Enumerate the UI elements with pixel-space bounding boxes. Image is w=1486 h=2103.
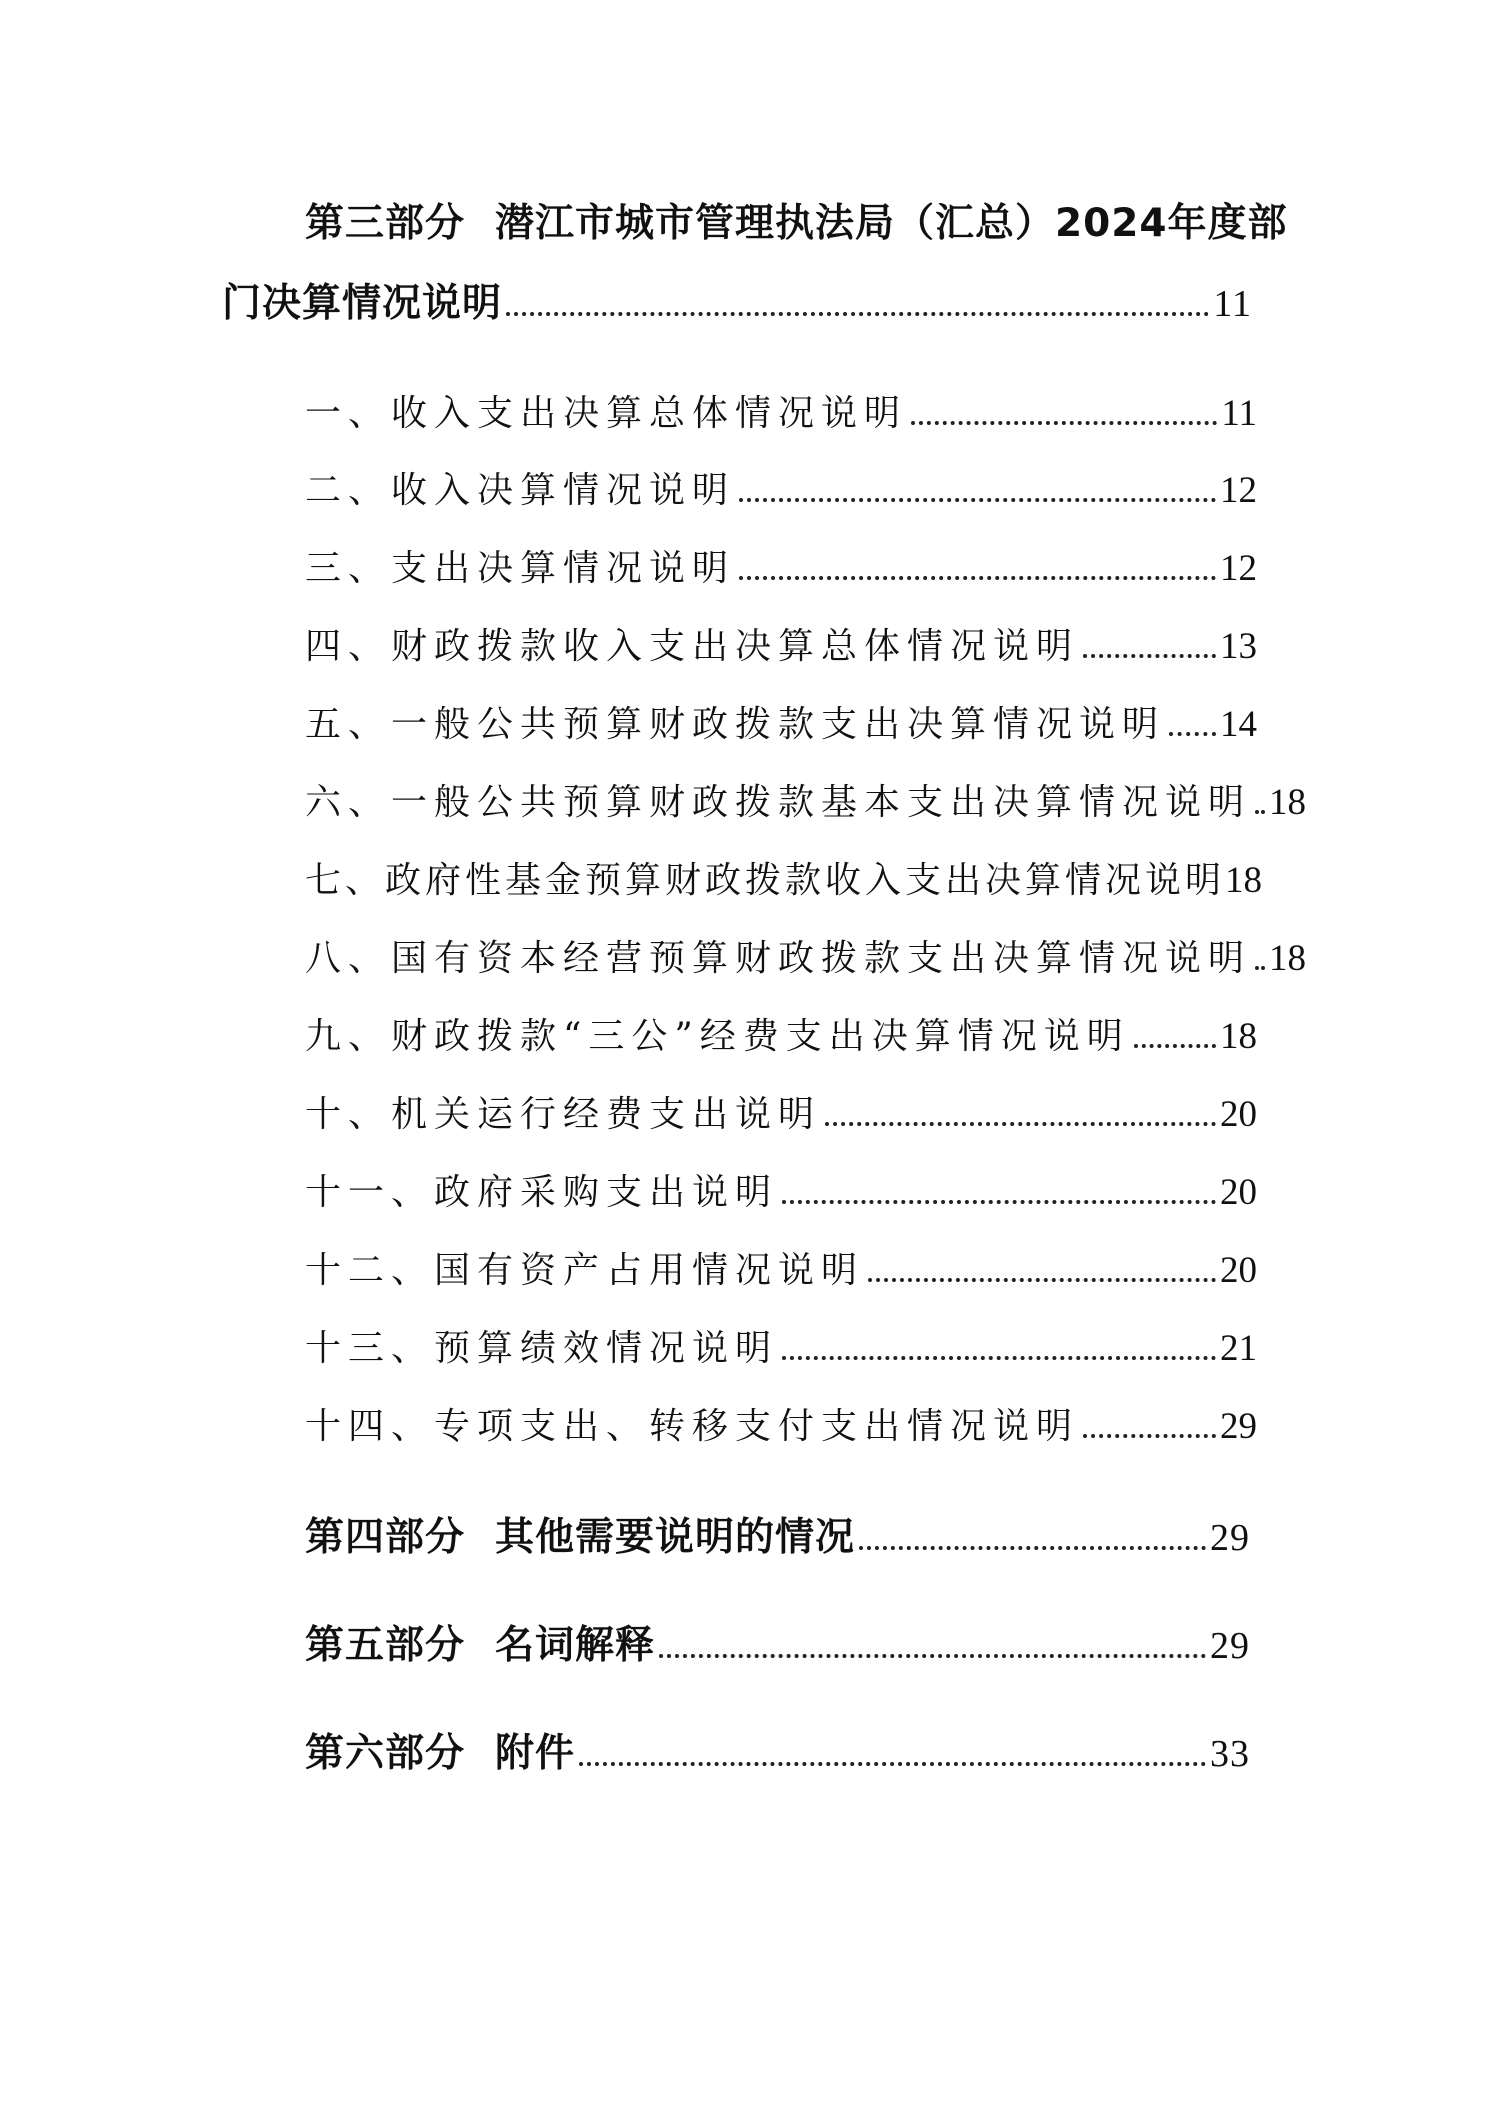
page-number: 29 bbox=[1220, 1406, 1257, 1447]
page-number: 29 bbox=[1210, 1517, 1250, 1559]
toc-entry[interactable] bbox=[305, 1164, 1257, 1215]
page-number: 12 bbox=[1220, 548, 1257, 589]
dot-leader bbox=[1169, 732, 1216, 736]
page-number: 18 bbox=[1269, 938, 1307, 979]
toc-entry-text: 五、一般公共预算财政拨款支出决算情况说明 bbox=[305, 704, 1166, 745]
toc-entry[interactable] bbox=[305, 852, 1263, 903]
toc-entry-text: 十四、专项支出、转移支付支出情况说明 bbox=[305, 1406, 1080, 1447]
part4-title: 其他需要说明的情况 bbox=[495, 1515, 856, 1560]
dot-leader bbox=[739, 576, 1216, 580]
part3-label: 第三部分 bbox=[305, 201, 466, 246]
toc-entry[interactable] bbox=[305, 696, 1257, 747]
part3-heading-line2[interactable] bbox=[222, 272, 1252, 328]
toc-entry-text: 二、收入决算情况说明 bbox=[305, 470, 736, 511]
dot-leader bbox=[739, 498, 1216, 502]
part5-label: 第五部分 bbox=[305, 1623, 466, 1668]
toc-entry[interactable] bbox=[305, 385, 1257, 436]
toc-entry-text: 八、国有资本经营预算财政拨款支出决算情况说明 bbox=[305, 938, 1252, 979]
part4-entry[interactable] bbox=[305, 1506, 1250, 1562]
page-number: 18 bbox=[1225, 860, 1263, 901]
page-number: 11 bbox=[1221, 393, 1257, 434]
toc-entry[interactable] bbox=[305, 1398, 1257, 1449]
dot-leader bbox=[1255, 966, 1265, 970]
page-number: 33 bbox=[1210, 1733, 1250, 1775]
page-number: 14 bbox=[1220, 704, 1257, 745]
dot-leader bbox=[868, 1278, 1216, 1282]
part4-label: 第四部分 bbox=[305, 1515, 466, 1560]
dot-leader bbox=[1083, 654, 1216, 658]
part6-label: 第六部分 bbox=[305, 1731, 466, 1776]
toc-entry[interactable] bbox=[305, 1008, 1257, 1059]
page-number: 21 bbox=[1220, 1328, 1257, 1369]
part5-entry[interactable] bbox=[305, 1614, 1250, 1670]
page-number: 18 bbox=[1220, 1016, 1257, 1057]
toc-entry-text: 六、一般公共预算财政拨款基本支出决算情况说明 bbox=[305, 782, 1252, 823]
page-number: 11 bbox=[1213, 283, 1252, 325]
dot-leader bbox=[859, 1546, 1206, 1550]
page-number: 20 bbox=[1220, 1250, 1257, 1291]
page-number: 18 bbox=[1269, 782, 1307, 823]
toc-entry[interactable] bbox=[305, 1242, 1257, 1293]
part3-title-line1: 潜江市城市管理执法局（汇总）2024年度部 bbox=[495, 201, 1288, 246]
part3-title-line2: 门决算情况说明 bbox=[222, 281, 503, 326]
toc-entry[interactable] bbox=[305, 1320, 1257, 1371]
part6-title: 附件 bbox=[495, 1731, 576, 1776]
dot-leader bbox=[782, 1200, 1216, 1204]
dot-leader bbox=[506, 312, 1209, 316]
dot-leader bbox=[659, 1654, 1206, 1658]
toc-entry-text: 十、机关运行经费支出说明 bbox=[305, 1094, 822, 1135]
toc-entry[interactable] bbox=[305, 930, 1307, 981]
dot-leader bbox=[1255, 810, 1265, 814]
part5-title: 名词解释 bbox=[495, 1623, 656, 1668]
dot-leader bbox=[911, 421, 1217, 425]
page-number: 20 bbox=[1220, 1094, 1257, 1135]
toc-entry[interactable] bbox=[305, 1086, 1257, 1137]
toc-entry-text: 一、收入支出决算总体情况说明 bbox=[305, 393, 908, 434]
toc-entry-text: 七、政府性基金预算财政拨款收入支出决算情况说明 bbox=[305, 860, 1226, 901]
dot-leader bbox=[1083, 1434, 1216, 1438]
part3-heading-line1 bbox=[305, 192, 1288, 248]
page-number: 12 bbox=[1220, 470, 1257, 511]
toc-entry[interactable] bbox=[305, 540, 1257, 591]
toc-entry-text: 三、支出决算情况说明 bbox=[305, 548, 736, 589]
toc-entry-text: 十二、国有资产占用情况说明 bbox=[305, 1250, 865, 1291]
dot-leader bbox=[782, 1356, 1216, 1360]
page-number: 13 bbox=[1220, 626, 1257, 667]
toc-entry-text: 四、财政拨款收入支出决算总体情况说明 bbox=[305, 626, 1080, 667]
dot-leader bbox=[825, 1122, 1216, 1126]
page-number: 20 bbox=[1220, 1172, 1257, 1213]
dot-leader bbox=[1134, 1044, 1216, 1048]
part6-entry[interactable] bbox=[305, 1722, 1250, 1778]
toc-entry[interactable] bbox=[305, 462, 1257, 513]
toc-entry-text: 九、财政拨款“三公”经费支出决算情况说明 bbox=[305, 1016, 1130, 1057]
page-number: 29 bbox=[1210, 1625, 1250, 1667]
toc-entry[interactable] bbox=[305, 618, 1257, 669]
toc-entry-text: 十一、政府采购支出说明 bbox=[305, 1172, 779, 1213]
toc-entry[interactable] bbox=[305, 774, 1307, 825]
toc-entry-text: 十三、预算绩效情况说明 bbox=[305, 1328, 779, 1369]
dot-leader bbox=[579, 1762, 1206, 1766]
